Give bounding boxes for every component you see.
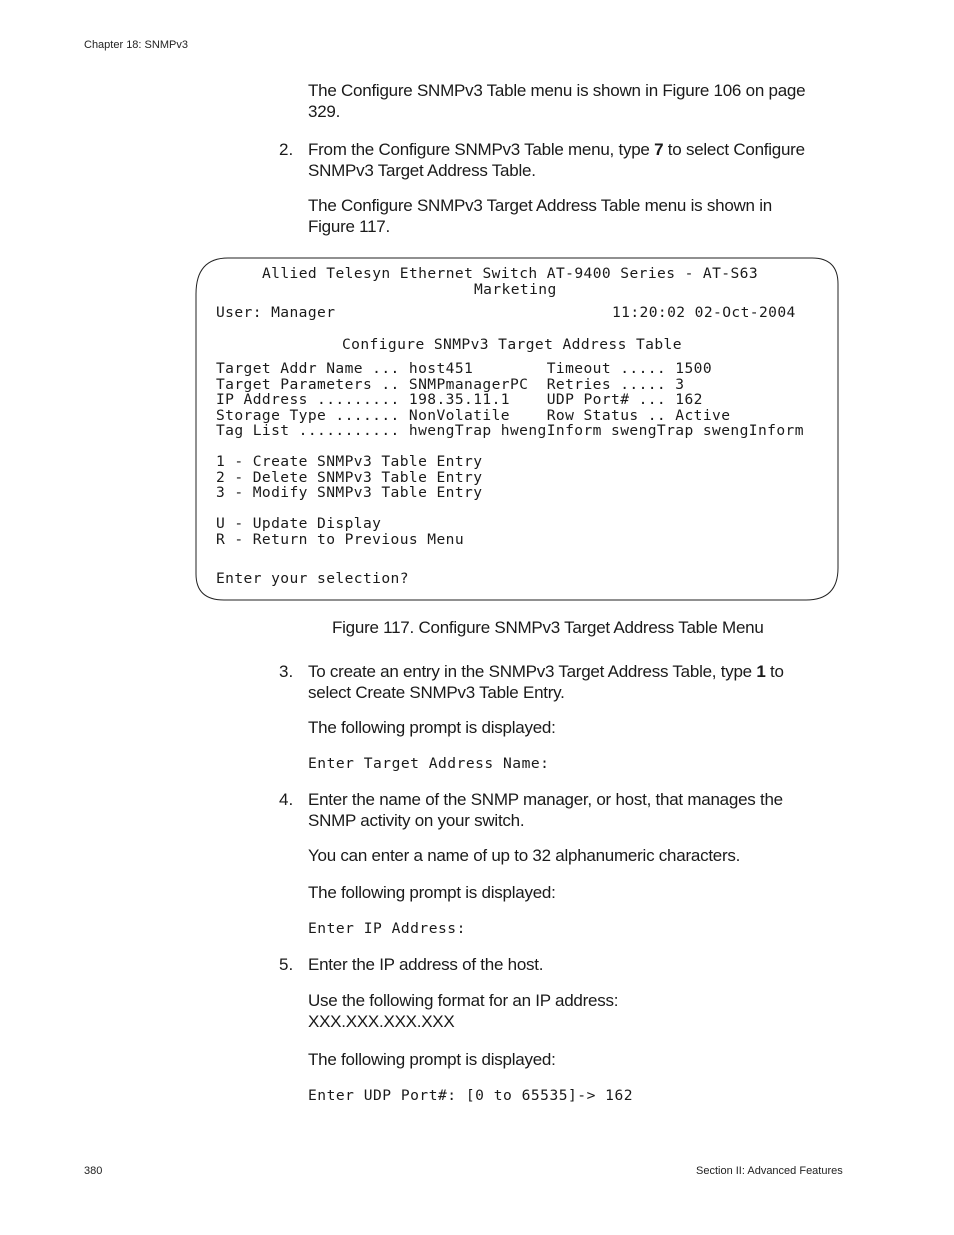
screen-menu-option: 3 - Modify SNMPv3 Table Entry: [216, 484, 483, 501]
running-header: Chapter 18: SNMPv3: [84, 39, 188, 51]
screen-field-row: Target Parameters .. SNMPmanagerPC Retries ..... 3: [216, 375, 685, 393]
prompt-target-name: Enter Target Address Name:: [308, 755, 550, 772]
screen-field-row: Storage Type ....... NonVolatile Row Status .. Active: [216, 406, 731, 424]
screen-menu-option: 1 - Create SNMPv3 Table Entry: [216, 453, 483, 470]
step-2-key: 7: [654, 140, 664, 159]
step-4-text: Enter the name of the SNMP manager, or host, that manages the SNMP activity on your switch.: [308, 790, 783, 830]
step-5-note-b: XXX.XXX.XXX.XXX: [308, 1012, 455, 1031]
page-number: 380: [84, 1165, 103, 1177]
step-2-note: The Configure SNMPv3 Target Address Table menu is shown in Figure 117.: [308, 196, 772, 236]
prompt-ip: Enter IP Address:: [308, 920, 466, 937]
step-number-5: 5.: [279, 955, 294, 974]
prompt-udp: Enter UDP Port#: [0 to 65535]-> 162: [308, 1087, 634, 1104]
step-number-2: 2.: [279, 140, 294, 159]
intro-paragraph: The Configure SNMPv3 Table menu is shown in Figure 106 on page 329.: [308, 81, 806, 121]
step-number-4: 4.: [279, 790, 294, 809]
prompt-note: The following prompt is displayed:: [308, 718, 556, 737]
step-2-post: to select Configure SNMPv3 Target Address Table.: [308, 140, 805, 180]
screen-datetime: 11:20:02 02-Oct-2004: [612, 304, 796, 321]
step-5-text: Enter the IP address of the host.: [308, 955, 544, 974]
screen-field-row: IP Address ......... 198.35.11.1 UDP Port# ... 162: [216, 391, 703, 408]
step-3-key: 1: [756, 662, 766, 681]
figure-caption: Figure 117. Configure SNMPv3 Target Address Table Menu: [332, 618, 764, 637]
step-3-text: [308, 661, 828, 703]
screen-user: User: Manager: [216, 304, 336, 321]
screen-prompt: Enter your selection?: [216, 570, 409, 587]
prompt-note: The following prompt is displayed:: [308, 883, 556, 902]
screen-menu-title: Configure SNMPv3 Target Address Table: [342, 336, 682, 353]
running-footer-section: Section II: Advanced Features: [696, 1165, 843, 1177]
screen-field-row: Tag List ........... hwengTrap hwengInform swengTrap swengInform: [216, 422, 804, 439]
step-3-pre: To create an entry in the SNMPv3 Target Address Table, type: [308, 662, 757, 681]
screen-command: R - Return to Previous Menu: [216, 530, 465, 548]
screen-command: U - Update Display: [216, 515, 382, 532]
screen-title-line2: Marketing: [474, 281, 557, 298]
step-4-note: You can enter a name of up to 32 alphanumeric characters.: [308, 846, 741, 865]
screen-menu-option: 2 - Delete SNMPv3 Table Entry: [216, 468, 483, 486]
step-3-post: to select Create SNMPv3 Table Entry.: [308, 662, 784, 702]
screen-title-line1: Allied Telesyn Ethernet Switch AT-9400 Series - AT-S63: [262, 265, 759, 282]
prompt-note: The following prompt is displayed:: [308, 1050, 556, 1069]
step-number-3: 3.: [279, 662, 294, 681]
step-5-note-a: Use the following format for an IP address:: [308, 991, 619, 1010]
screen-field-row: Target Addr Name ... host451 Timeout ..... 1500: [216, 360, 713, 377]
step-2-pre: From the Configure SNMPv3 Table menu, type: [308, 140, 655, 159]
